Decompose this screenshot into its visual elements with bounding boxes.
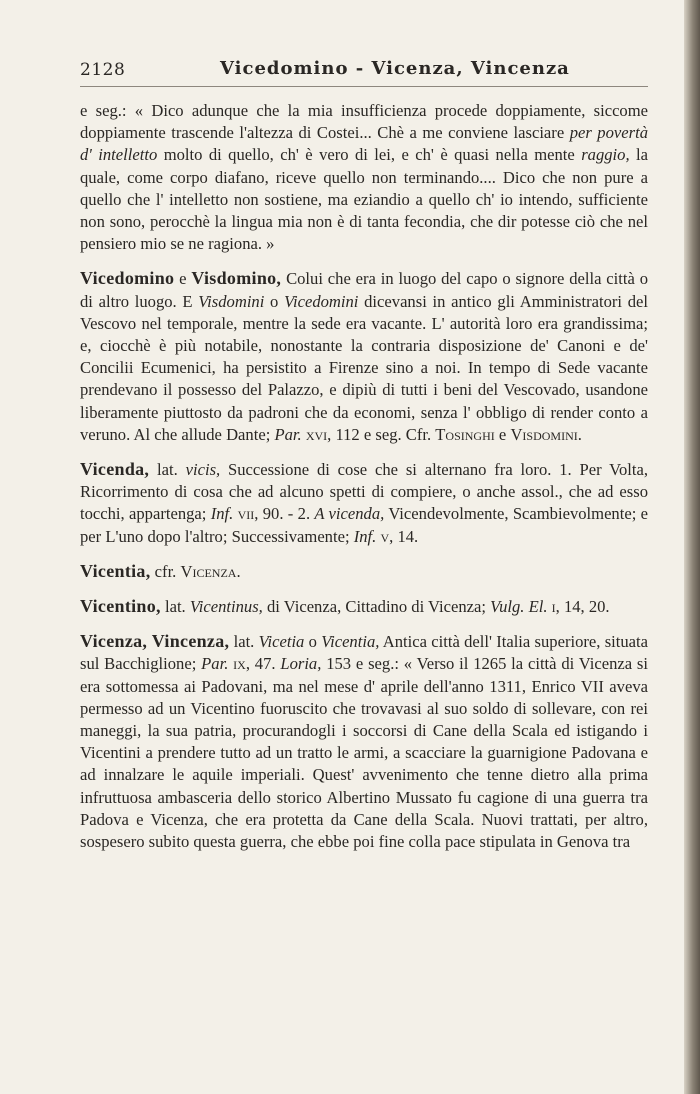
italic-run: Vulg. El. — [490, 597, 548, 617]
small-caps-run: Visdomini. — [510, 424, 582, 444]
text-run: lat. — [229, 632, 259, 652]
small-caps-run: Tosinghi — [435, 424, 495, 444]
italic-run: per povertà d' intelletto — [80, 123, 648, 165]
text-run: molto di quello, ch' è vero di lei, e ch' è quasi nella mente — [157, 145, 582, 165]
italic-run: Vicetia — [258, 632, 305, 652]
page-number: 2128 — [80, 60, 126, 80]
headword: Vicedomino — [80, 268, 175, 289]
italic-run: raggio, — [581, 145, 630, 165]
text-run: 153 e seg.: « Verso il 1265 la città di Vicenza si era sottomessa ai Padovani, ma nel mese d' aprile dell'anno 1311, Enrico VII aveva permesso ad un Vicentino fuoruscito che trovavasi al suo soldo di sollevare, con rei maneggi, la sua patria, procurandogli i soccorsi di Cane della Scala ed istigando i Vicentini a prendere tutto ad un tratto le armi, a scacciare la guarnigione Padovana e ad innalzare le aquile imperiali. Quest' avvenimento che tenne dietro alla prima infruttuosa ambasceria dello storico Albertino Mussato fu cagione di una guerra tra Padova e Vicenza, che era protetta da Cane della Scala. Nuovi trattati, per altro, sospesero subito questa guerra, che ebbe poi fine colla pace stipulata in Genova tra — [80, 654, 648, 852]
entry-vicentia — [80, 560, 648, 583]
text-run: Colui che era in luogo del capo o signore della città o di altro luogo. E — [80, 269, 648, 311]
text-run: cfr. — [150, 561, 181, 581]
text-run: e seg.: « Dico adunque che la mia insufficienza procede doppiamente, siccome doppiamente trascende l'altezza di Costei... Chè a me conviene lasciare — [80, 101, 648, 143]
headword: Vicenza, Vincenza, — [80, 631, 230, 652]
italic-run: Par. — [201, 654, 229, 674]
text-run: dicevansi in antico gli Amministratori del Vescovo nel temporale, mentre la sede era vacante. L' autorità loro era grandissima; e, ciocchè è più notabile, nonostante la contraria disposizione de' Canoni e de' Concilii Ecumenici, ha persistito a Firenze sino a noi. In tempo di Sede vacante prendevano il possesso del Palazzo, e dipiù di tutti i beni del Vescovado, usandone liberamente piuttosto da padroni che da economi, senza l' obbligo di render conto a veruno. Al che allude Dante; — [80, 291, 649, 444]
text-run: , 14. — [389, 526, 419, 546]
text-run: , 47. — [245, 654, 281, 674]
text-run: Successione di cose che si alternano fra loro. 1. Per Volta, Ricorrimento di cosa che ad alcuno spetti di compiere, o anche assol., che ad esso tocchi, appartenga; — [80, 460, 648, 524]
italic-run: Vicentinus, — [189, 597, 263, 617]
text-run: Antica città dell' Italia superiore, situata sul Bacchiglione; — [80, 632, 649, 674]
italic-run: Vicedomini — [284, 291, 359, 311]
small-caps-run: ix — [233, 654, 246, 674]
italic-run: Visdomini — [198, 291, 265, 311]
headword: Vicentino, — [80, 596, 161, 617]
running-title: Vicedomino - Vicenza, Vincenza — [220, 58, 570, 79]
text-run: e — [494, 424, 511, 444]
text-run: , 112 e seg. Cfr. — [327, 424, 436, 444]
small-caps-run: i — [551, 597, 556, 617]
dictionary-text — [80, 100, 648, 853]
entry-vicentino — [80, 595, 648, 618]
text-run: o — [304, 632, 322, 652]
small-caps-run: vii — [237, 504, 255, 524]
italic-run: Loria, — [280, 654, 322, 674]
entry-vicenda — [80, 458, 648, 548]
italic-run: A vicenda, — [314, 504, 385, 524]
text-run: o — [264, 291, 285, 311]
text-run: la quale, come corpo diafano, riceve quello non terminando.... Dico che non pure a quello che l' intelletto non sostiene, ma eziandio a quello ch' io intendo, sufficiente non sono, perocchè la lingua mia non è di tanta fecondia, che dir potesse ciò che nel pensiero mio se ne ragiona. » — [80, 145, 649, 254]
small-caps-run: xvi — [305, 424, 328, 444]
entry-vicedomino — [80, 267, 648, 446]
headword: Vicentia, — [80, 560, 151, 581]
headword: Vicenda, — [80, 459, 150, 480]
entry-vicenza — [80, 630, 648, 853]
entry-continuation — [80, 100, 648, 255]
text-run: di Vicenza, Cittadino di Vicenza; — [262, 597, 491, 617]
italic-run: vicis, — [185, 460, 221, 480]
italic-run: Inf. — [353, 526, 377, 546]
italic-run: Inf. — [210, 504, 234, 524]
small-caps-run: v — [380, 526, 390, 546]
italic-run: Par. — [274, 424, 302, 444]
text-run: , 90. - 2. — [254, 504, 315, 524]
small-caps-run: Vicenza. — [180, 561, 241, 581]
text-run: , 14, 20. — [555, 597, 610, 617]
page-header — [80, 56, 648, 86]
header-rule — [80, 86, 648, 87]
text-run: lat. — [160, 597, 190, 617]
italic-run: Vicentia, — [321, 632, 380, 652]
text-run: lat. — [149, 460, 186, 480]
page-edge-shadow — [684, 0, 700, 1094]
headword: Visdomino, — [191, 268, 282, 289]
text-run: Vicendevolmente, Scambievolmente; e per L'uno dopo l'altro; Successivamente; — [80, 504, 648, 546]
text-run: e — [174, 269, 192, 289]
